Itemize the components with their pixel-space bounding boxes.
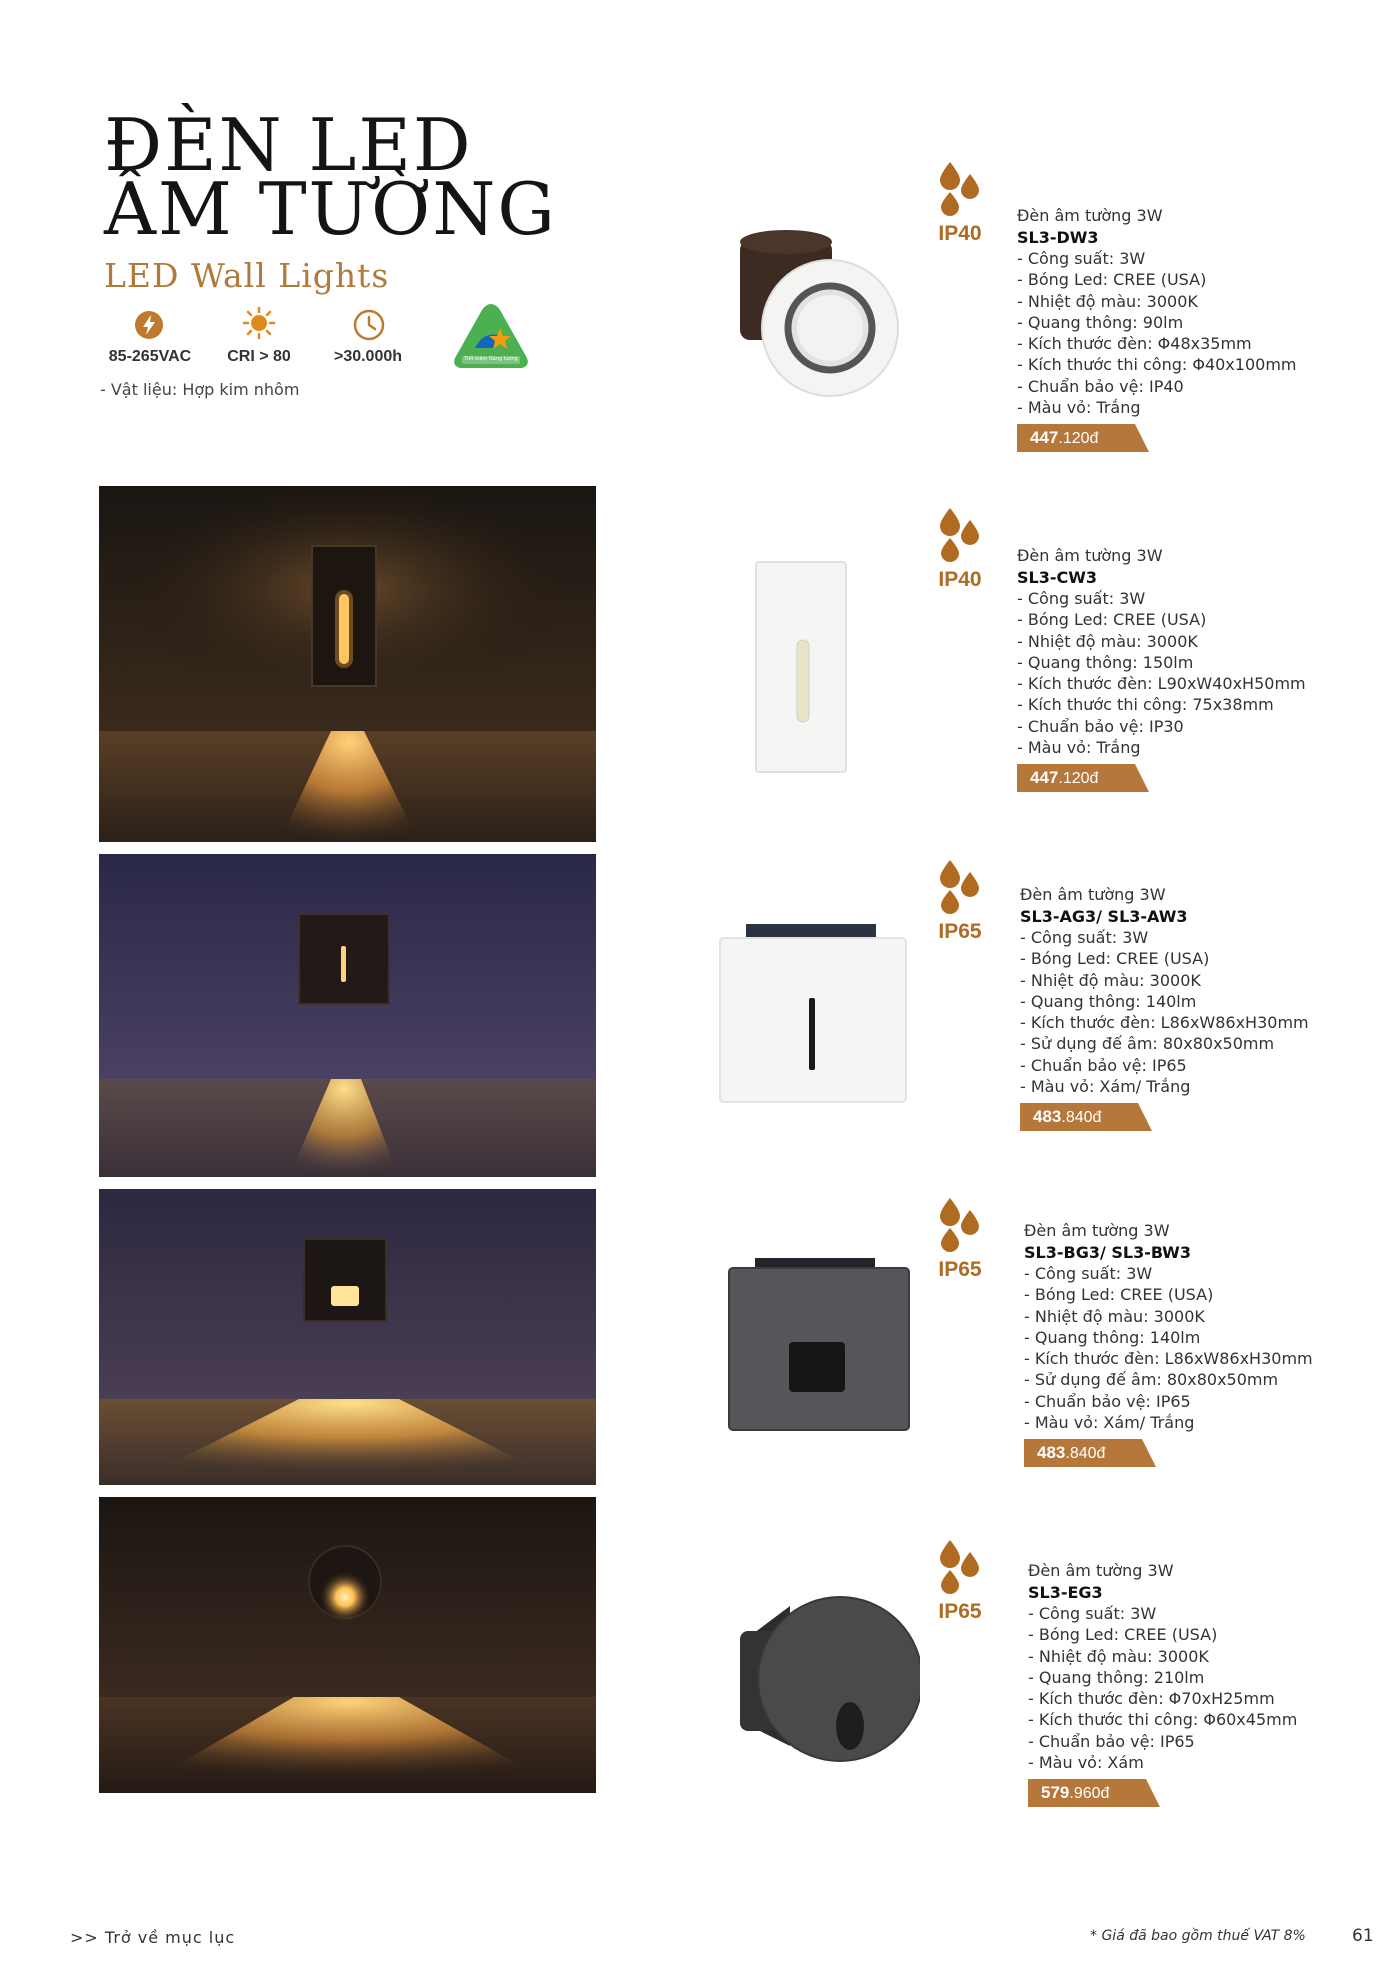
spec-line: - Bóng Led: CREE (USA) bbox=[1017, 610, 1207, 630]
page-subtitle: LED Wall Lights bbox=[104, 256, 390, 295]
product-code: SL3-CW3 bbox=[1017, 567, 1098, 587]
price-sub: .840đ bbox=[1061, 1109, 1102, 1127]
product-name: Đèn âm tường 3W bbox=[1017, 206, 1163, 225]
photo-cw3-installed bbox=[99, 486, 596, 842]
spec-line: - Màu vỏ: Trắng bbox=[1017, 738, 1141, 758]
page-number: 61 bbox=[1352, 1926, 1374, 1946]
spec-line: - Công suất: 3W bbox=[1017, 589, 1146, 608]
vat-note: * Giá đã bao gồm thuế VAT 8% bbox=[1090, 1928, 1306, 1944]
spec-line: - Kích thước thi công: Φ40x100mm bbox=[1017, 355, 1297, 375]
product-code: SL3-BG3/ SL3-BW3 bbox=[1024, 1242, 1191, 1262]
spec-line: - Nhiệt độ màu: 3000K bbox=[1017, 291, 1198, 311]
photo-bg3-installed bbox=[99, 1189, 596, 1485]
spec-line: - Công suất: 3W bbox=[1020, 928, 1149, 947]
sun-icon bbox=[242, 306, 276, 344]
back-to-toc-link[interactable]: >> Trở về mục lục bbox=[70, 1928, 236, 1947]
spec-line: - Nhiệt độ màu: 3000K bbox=[1020, 970, 1201, 990]
spec-line: - Kích thước đèn: L90xW40xH50mm bbox=[1017, 674, 1306, 694]
spec-line: - Quang thông: 210lm bbox=[1028, 1667, 1205, 1687]
product-info-eg3 bbox=[1028, 1560, 1358, 1807]
price-tag bbox=[1017, 764, 1149, 792]
ip-rating: IP40 bbox=[938, 568, 982, 591]
price-main: 483 bbox=[1033, 1107, 1062, 1127]
page-title-line1: ĐÈN LED bbox=[104, 103, 473, 187]
spec-line: - Quang thông: 140lm bbox=[1020, 991, 1197, 1011]
product-info-ag3 bbox=[1020, 884, 1350, 1131]
clock-icon bbox=[352, 308, 386, 346]
product-info-dw3 bbox=[1017, 205, 1347, 452]
spec-line: - Chuẩn bảo vệ: IP65 bbox=[1028, 1731, 1195, 1751]
water-drops-icon bbox=[936, 858, 984, 914]
ip-badge-3 bbox=[920, 858, 1000, 944]
spec-line: - Bóng Led: CREE (USA) bbox=[1020, 949, 1210, 969]
photo-ag3-installed bbox=[99, 854, 596, 1177]
page-title-line2: ÂM TƯỜNG bbox=[104, 167, 557, 251]
product-image-ag3 bbox=[716, 922, 912, 1110]
ip-rating: IP65 bbox=[938, 1258, 982, 1281]
spec-line: - Bóng Led: CREE (USA) bbox=[1024, 1285, 1214, 1305]
ip-badge-5 bbox=[920, 1538, 1000, 1624]
product-name: Đèn âm tường 3W bbox=[1024, 1221, 1170, 1240]
spec-line: - Quang thông: 150lm bbox=[1017, 652, 1194, 672]
product-image-eg3 bbox=[730, 1576, 920, 1790]
spec-line: - Kích thước thi công: 75x38mm bbox=[1017, 695, 1274, 715]
price-sub: .840đ bbox=[1065, 1445, 1106, 1463]
price-main: 483 bbox=[1037, 1443, 1066, 1463]
ip-rating: IP65 bbox=[938, 1600, 982, 1623]
product-image-bg3 bbox=[725, 1256, 915, 1440]
water-drops-icon bbox=[936, 1196, 984, 1252]
price-main: 447 bbox=[1030, 768, 1059, 788]
spec-line: - Quang thông: 140lm bbox=[1024, 1327, 1201, 1347]
spec-line: - Kích thước đèn: Φ48x35mm bbox=[1017, 334, 1252, 354]
spec-lifetime: >30.000h bbox=[333, 348, 403, 365]
spec-line: - Sử dụng đế âm: 80x80x50mm bbox=[1024, 1370, 1279, 1390]
product-name: Đèn âm tường 3W bbox=[1017, 546, 1163, 565]
water-drops-icon bbox=[936, 1538, 984, 1594]
spec-line: - Bóng Led: CREE (USA) bbox=[1017, 270, 1207, 290]
spec-line: - Công suất: 3W bbox=[1024, 1264, 1153, 1283]
ip-rating: IP65 bbox=[938, 920, 982, 943]
spec-line: - Màu vỏ: Xám bbox=[1028, 1753, 1144, 1773]
price-main: 579 bbox=[1041, 1783, 1070, 1803]
spec-line: - Chuẩn bảo vệ: IP65 bbox=[1020, 1055, 1187, 1075]
ip-badge-2 bbox=[920, 506, 1000, 592]
badge-text: Tiết kiệm Năng lượng bbox=[464, 356, 518, 362]
spec-line: - Chuẩn bảo vệ: IP30 bbox=[1017, 716, 1184, 736]
spec-line: - Kích thước đèn: L86xW86xH30mm bbox=[1024, 1349, 1313, 1369]
water-drops-icon bbox=[936, 160, 984, 216]
price-main: 447 bbox=[1030, 428, 1059, 448]
spec-line: - Nhiệt độ màu: 3000K bbox=[1024, 1306, 1205, 1326]
spec-line: - Kích thước đèn: Φ70xH25mm bbox=[1028, 1689, 1275, 1709]
product-image-cw3 bbox=[752, 558, 852, 782]
spec-line: - Kích thước thi công: Φ60x45mm bbox=[1028, 1710, 1298, 1730]
spec-line: - Màu vỏ: Xám/ Trắng bbox=[1024, 1413, 1195, 1433]
ip-badge-1 bbox=[920, 160, 1000, 246]
product-info-bg3 bbox=[1024, 1220, 1354, 1467]
spec-line: - Bóng Led: CREE (USA) bbox=[1028, 1625, 1218, 1645]
price-sub: .120đ bbox=[1058, 770, 1099, 788]
spec-line: - Chuẩn bảo vệ: IP65 bbox=[1024, 1391, 1191, 1411]
ip-badge-4 bbox=[920, 1196, 1000, 1282]
spec-cri: CRI > 80 bbox=[227, 348, 291, 365]
water-drops-icon bbox=[936, 506, 984, 562]
price-tag bbox=[1028, 1779, 1160, 1807]
material-note: - Vật liệu: Hợp kim nhôm bbox=[100, 380, 300, 399]
product-name: Đèn âm tường 3W bbox=[1020, 885, 1166, 904]
spec-line: - Chuẩn bảo vệ: IP40 bbox=[1017, 376, 1184, 396]
product-info-cw3 bbox=[1017, 545, 1347, 792]
product-code: SL3-AG3/ SL3-AW3 bbox=[1020, 906, 1188, 926]
spec-line: - Công suất: 3W bbox=[1017, 249, 1146, 268]
spec-line: - Sử dụng đế âm: 80x80x50mm bbox=[1020, 1034, 1275, 1054]
product-code: SL3-EG3 bbox=[1028, 1582, 1103, 1602]
product-code: SL3-DW3 bbox=[1017, 227, 1099, 247]
spec-line: - Kích thước đèn: L86xW86xH30mm bbox=[1020, 1013, 1309, 1033]
spec-line: - Quang thông: 90lm bbox=[1017, 312, 1184, 332]
photo-eg3-installed bbox=[99, 1497, 596, 1793]
bolt-icon bbox=[132, 308, 166, 346]
price-tag bbox=[1017, 424, 1149, 452]
price-sub: .960đ bbox=[1069, 1785, 1110, 1803]
spec-line: - Màu vỏ: Xám/ Trắng bbox=[1020, 1077, 1191, 1097]
price-tag bbox=[1024, 1439, 1156, 1467]
price-sub: .120đ bbox=[1058, 430, 1099, 448]
product-name: Đèn âm tường 3W bbox=[1028, 1561, 1174, 1580]
spec-line: - Nhiệt độ màu: 3000K bbox=[1028, 1646, 1209, 1666]
ip-rating: IP40 bbox=[938, 222, 982, 245]
spec-line: - Công suất: 3W bbox=[1028, 1604, 1157, 1623]
product-image-dw3 bbox=[730, 228, 910, 422]
spec-voltage: 85-265VAC bbox=[108, 348, 192, 365]
price-tag bbox=[1020, 1103, 1152, 1131]
spec-line: - Nhiệt độ màu: 3000K bbox=[1017, 631, 1198, 651]
spec-line: - Màu vỏ: Trắng bbox=[1017, 398, 1141, 418]
green-star-badge-icon bbox=[450, 300, 532, 380]
